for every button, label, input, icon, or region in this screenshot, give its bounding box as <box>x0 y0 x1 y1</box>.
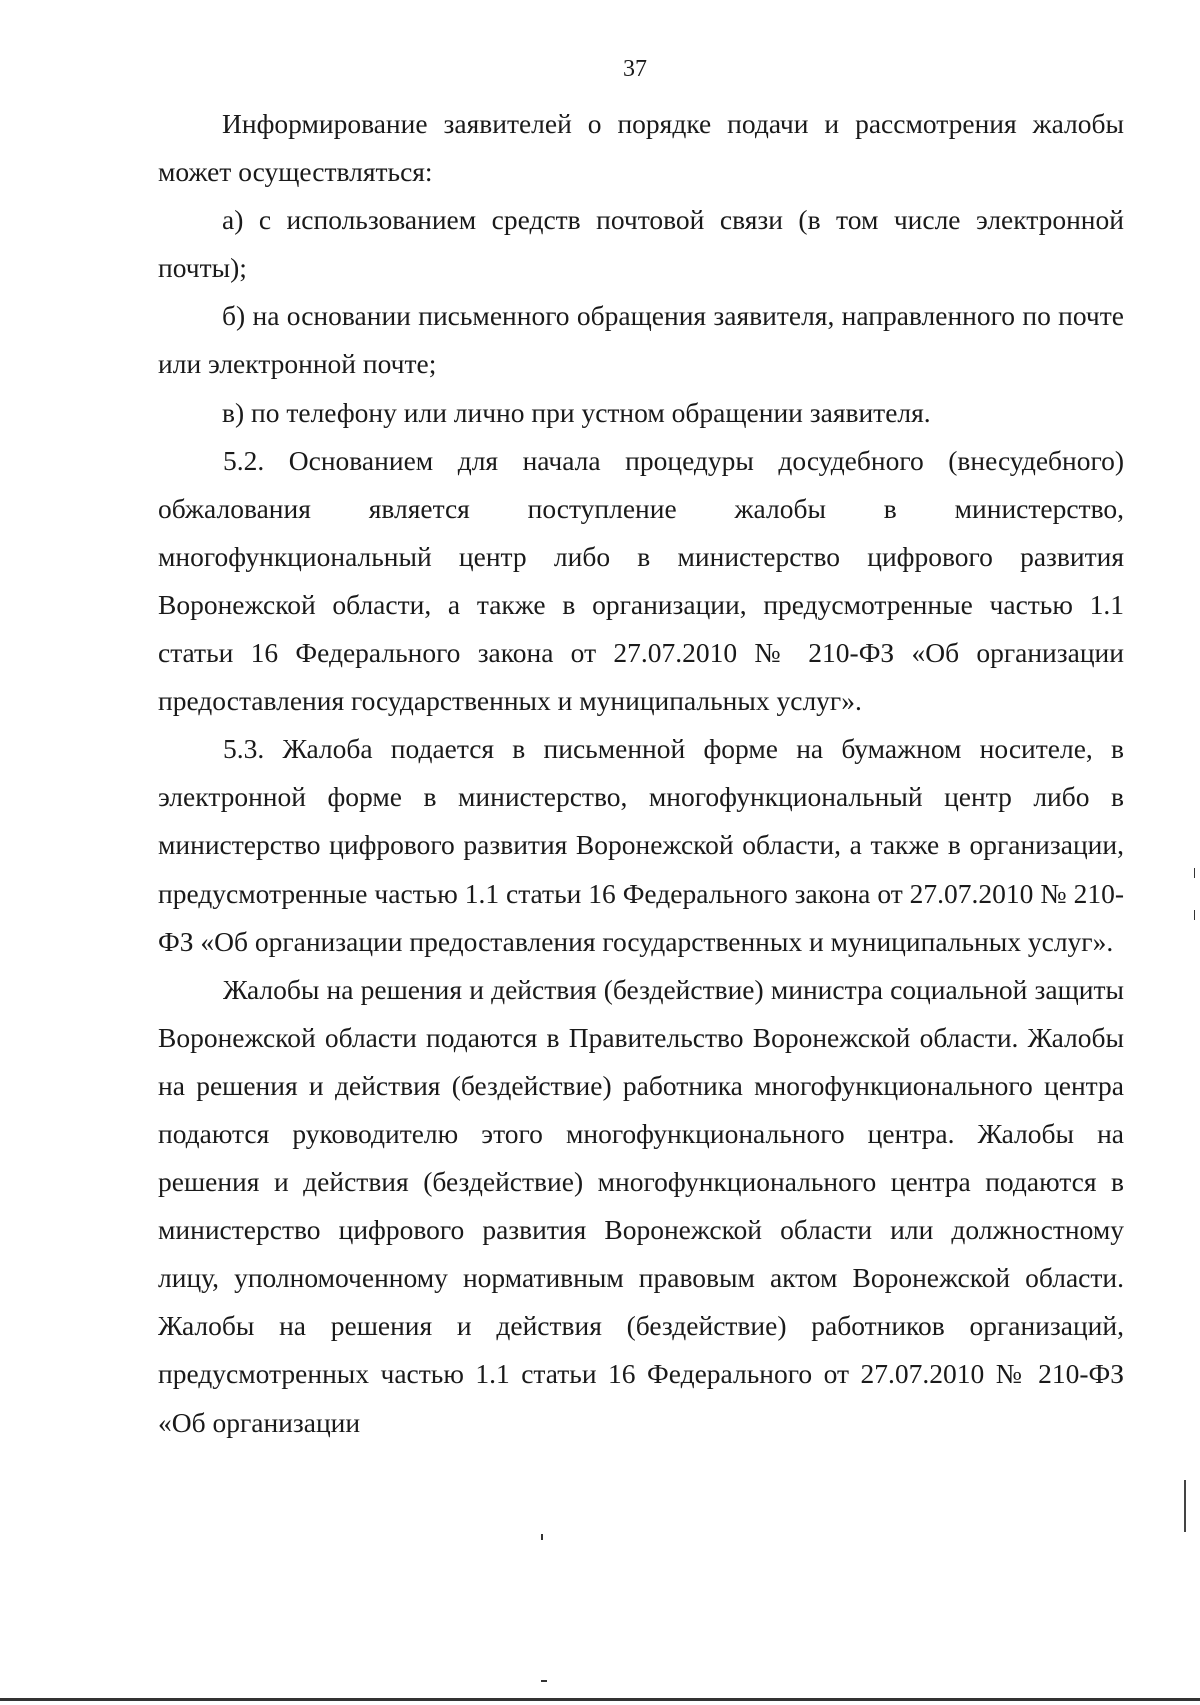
paragraph-5-2: 5.2. Основанием для начала процедуры досудебного (внесудебного) обжалования является поступление жалобы в министерство, многофункциональный центр либо в министерство цифрового развития Воронежской области, а также в организации, предусмотренные частью 1.1 статьи 16 Федерального закона от 27.07.2010 № 210-ФЗ «Об организации предоставления государственных и муниципальных услуг». <box>158 444 1124 717</box>
scan-speck <box>541 1534 543 1540</box>
scan-speck <box>1194 910 1195 920</box>
document-body <box>158 100 1124 1447</box>
paragraph-item-v: в) по телефону или лично при устном обращении заявителя. <box>222 396 931 428</box>
paragraph-intro: Информирование заявителей о порядке подачи и рассмотрения жалобы может осуществляться: <box>158 108 1124 188</box>
paragraph-5-3: 5.3. Жалоба подается в письменной форме на бумажном носителе, в электронной форме в министерство, многофункциональный центр либо в министерство цифрового развития Воронежской области, а также в организации, предусмотренные частью 1.1 статьи 16 Федерального закона от 27.07.2010 № 210-ФЗ «Об организации предоставления государственных и муниципальных услуг». <box>158 733 1124 957</box>
paragraph-complaints: Жалобы на решения и действия (бездействие) министра социальной защиты Воронежской области подаются в Правительство Воронежской области. Жалобы на решения и действия (бездействие) работника многофункционального центра подаются руководителю этого многофункционального центра. Жалобы на решения и действия (бездействие) многофункционального центра подаются в министерство цифрового развития Воронежской области или должностному лицу, уполномоченному нормативным правовым актом Воронежской области. Жалобы на решения и действия (бездействие) работников организаций, предусмотренных частью 1.1 статьи 16 Федерального от 27.07.2010 № 210-ФЗ «Об организации <box>158 973 1124 1438</box>
paragraph-item-a: а) с использованием средств почтовой связи (в том числе электронной почты); <box>158 204 1124 284</box>
page-number: 37 <box>623 56 647 82</box>
scan-bottom-border <box>0 1698 1200 1701</box>
scan-speck <box>1194 868 1195 878</box>
paragraph-item-b: б) на основании письменного обращения заявителя, направленного по почте или электронной почте; <box>158 300 1124 380</box>
scan-edge-mark <box>1184 1480 1186 1532</box>
scan-speck <box>541 1680 547 1682</box>
